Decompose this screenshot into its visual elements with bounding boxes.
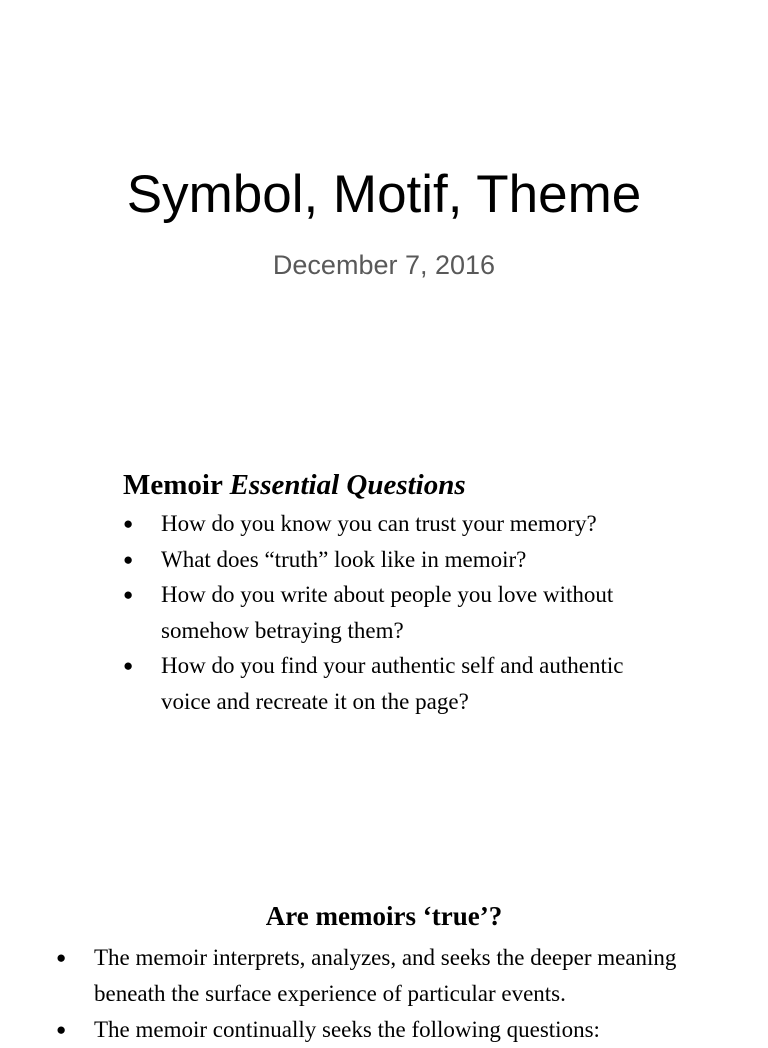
title-slide — [0, 0, 768, 440]
list-item — [56, 940, 746, 1012]
bullet-icon: ● — [123, 514, 134, 533]
list-item — [56, 1012, 746, 1048]
memoir-truth-list — [56, 940, 746, 1048]
list-item — [123, 506, 643, 542]
memoir-truth-slide — [0, 890, 768, 1042]
bullet-icon: ● — [56, 948, 67, 967]
heading-plain-text: Memoir — [123, 469, 230, 501]
list-item-text: The memoir continually seeks the following questions: — [94, 1017, 600, 1042]
list-item-text: What does “truth” look like in memoir? — [161, 546, 527, 572]
list-item — [123, 577, 643, 648]
list-item-text: How do you know you can trust your memory? — [161, 511, 597, 536]
essential-questions-list — [123, 506, 643, 719]
bullet-icon: ● — [123, 656, 134, 675]
slide-date: December 7, 2016 — [272, 250, 496, 280]
memoir-truth-heading: Are memoirs ‘true’? — [265, 901, 503, 931]
bullet-icon: ● — [123, 549, 134, 569]
bullet-icon: ● — [123, 585, 134, 604]
list-item-text: How do you find your authentic self and authentic voice and recreate it on the page? — [161, 653, 624, 714]
heading-italic-text: Essential Questions — [229, 469, 466, 501]
list-item — [123, 542, 643, 578]
essential-questions-heading — [123, 466, 466, 504]
list-item-text: How do you write about people you love without somehow betraying them? — [161, 582, 614, 643]
list-item — [123, 648, 643, 719]
slide-title: Symbol, Motif, Theme — [126, 165, 642, 224]
bullet-icon: ● — [56, 1020, 67, 1039]
list-item-text: The memoir interprets, analyzes, and seeks the deeper meaning beneath the surface experience of particular events. — [94, 945, 677, 1006]
essential-questions-slide — [0, 460, 768, 800]
